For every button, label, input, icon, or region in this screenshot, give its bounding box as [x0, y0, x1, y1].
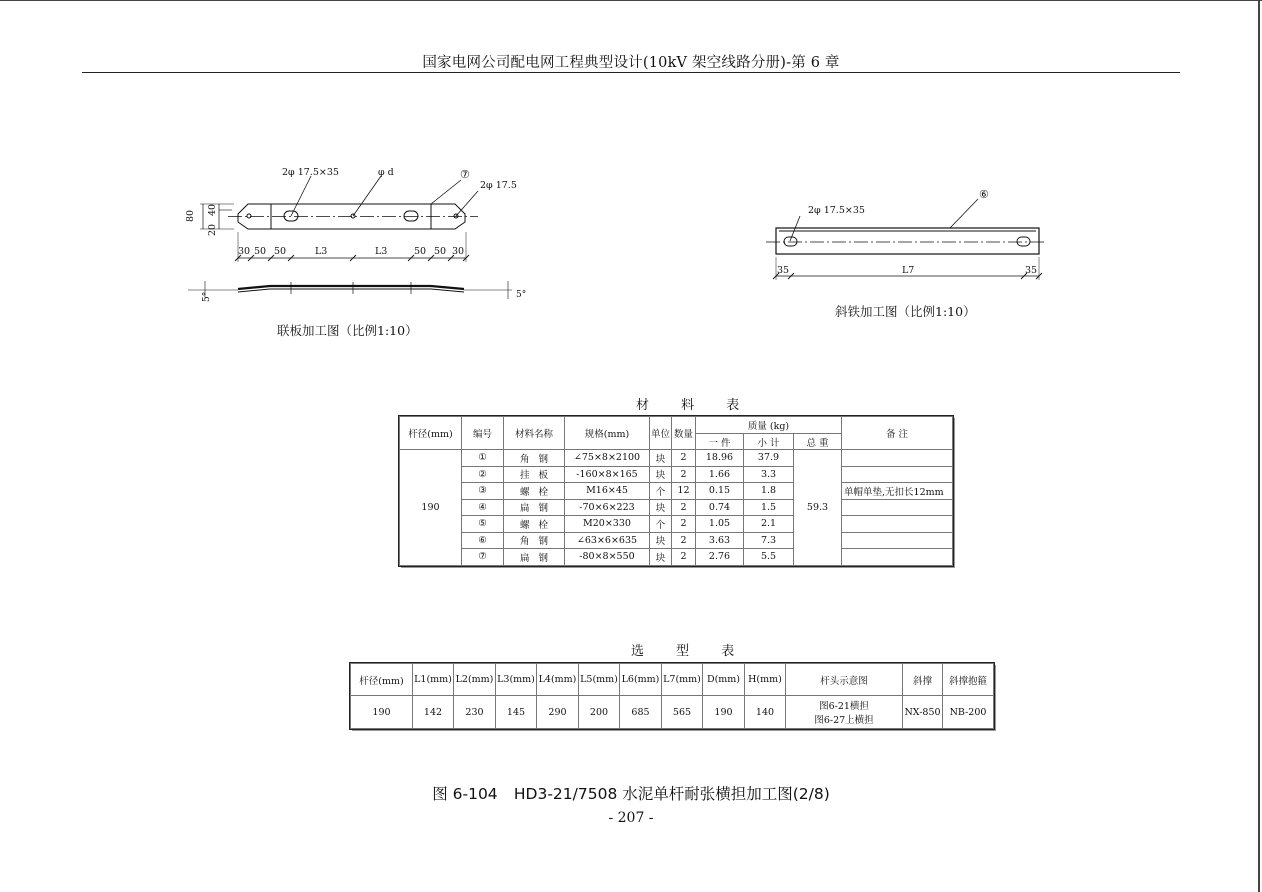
selection-header-cell: L1(mm)	[413, 664, 454, 696]
link-plate-part-mark: ⑦	[460, 168, 470, 181]
selection-header-cell: 斜撑	[903, 664, 943, 696]
material-unit: 块	[650, 450, 672, 467]
material-spec: M20×330	[565, 516, 650, 533]
material-header-mass-each: 一 件	[696, 434, 744, 450]
selection-header-cell: 斜撑抱箍	[943, 664, 994, 696]
material-no: ③	[462, 483, 504, 500]
link-plate-end-hole-label: 2φ 17.5	[480, 180, 517, 191]
table-row	[400, 516, 953, 533]
material-sub: 7.3	[744, 532, 794, 549]
diagonal-iron-dim-3: 35	[1025, 265, 1038, 276]
material-header-spec: 规格(mm)	[565, 417, 650, 450]
link-plate-height-a: 20	[207, 223, 218, 236]
link-plate-caption: 联板加工图（比例1:10）	[277, 323, 418, 338]
link-plate-dim-3: 50	[274, 246, 287, 257]
material-remark	[842, 532, 953, 549]
material-name: 角钢	[504, 532, 565, 549]
table-row	[351, 696, 994, 729]
selection-header-cell: L2(mm)	[454, 664, 496, 696]
material-qty: 2	[672, 516, 696, 533]
selection-header-row	[351, 664, 994, 696]
diagonal-iron-caption: 斜铁加工图（比例1:10）	[835, 304, 976, 319]
selection-value-cell: 290	[537, 696, 579, 729]
material-name: 角钢	[504, 450, 565, 467]
diagonal-iron-labels	[777, 188, 1037, 276]
material-name: 扁钢	[504, 549, 565, 566]
figure-number: 图 6-104	[432, 785, 498, 803]
material-table-title: 材 料 表	[636, 398, 754, 413]
material-qty: 12	[672, 483, 696, 500]
material-name: 螺栓	[504, 483, 565, 500]
selection-header-cell: H(mm)	[745, 664, 786, 696]
figure-title: HD3-21/7508 水泥单杆耐张横担加工图(2/8)	[513, 785, 830, 803]
material-unit: 块	[650, 532, 672, 549]
material-sub: 1.5	[744, 499, 794, 516]
material-table	[399, 416, 953, 566]
material-no: ②	[462, 466, 504, 483]
material-each: 1.66	[696, 466, 744, 483]
link-plate-height-b: 40	[207, 203, 218, 216]
material-each: 0.74	[696, 499, 744, 516]
selection-value-cell: 190	[351, 696, 413, 729]
material-sub: 5.5	[744, 549, 794, 566]
link-plate-dim-6: 50	[414, 246, 427, 257]
material-each: 1.05	[696, 516, 744, 533]
material-each: 0.15	[696, 483, 744, 500]
link-plate-dim-8: 30	[452, 246, 465, 257]
selection-value-cell: 140	[745, 696, 786, 729]
table-row	[400, 483, 953, 500]
selection-brace-cell: NX-850	[903, 696, 943, 729]
material-unit: 个	[650, 516, 672, 533]
material-remark: 单帽单垫,无扣长12mm	[842, 483, 953, 500]
selection-header-cell: 杆径(mm)	[351, 664, 413, 696]
link-plate-hole-label: 2φ 17.5×35	[282, 167, 339, 178]
material-spec: ∠75×8×2100	[565, 450, 650, 467]
material-total-cell: 59.3	[794, 450, 842, 566]
material-header-name: 材料名称	[504, 417, 565, 450]
diagonal-iron-dim-2: L7	[902, 265, 915, 276]
selection-pole-head-line-1: 图6-21横担	[819, 701, 869, 712]
link-plate-dim-4: L3	[315, 246, 328, 257]
material-header-qty: 数量	[672, 417, 696, 450]
material-header-row-1	[400, 417, 953, 434]
page-number: - 207 -	[608, 810, 654, 826]
link-plate-height-total: 80	[185, 209, 196, 222]
material-spec: -160×8×165	[565, 466, 650, 483]
material-remark	[842, 466, 953, 483]
material-diameter-cell: 190	[400, 450, 462, 566]
material-sub: 1.8	[744, 483, 794, 500]
link-plate-side-labels	[202, 290, 526, 302]
material-header-remark: 备 注	[842, 417, 953, 450]
link-plate-plan-labels	[185, 167, 517, 257]
material-header-mass-sub: 小 计	[744, 434, 794, 450]
material-spec: M16×45	[565, 483, 650, 500]
material-header-diameter: 杆径(mm)	[400, 417, 462, 450]
link-plate-d-label: φ d	[378, 167, 394, 178]
material-each: 18.96	[696, 450, 744, 467]
table-row	[400, 466, 953, 483]
selection-brace-hoop-cell: NB-200	[943, 696, 994, 729]
selection-value-cell: 142	[413, 696, 454, 729]
page-header-title: 国家电网公司配电网工程典型设计(10kV 架空线路分册)-第 6 章	[422, 55, 840, 71]
link-plate-dim-2: 50	[254, 246, 267, 257]
diagonal-iron-part-mark: ⑥	[979, 188, 989, 201]
material-remark	[842, 549, 953, 566]
selection-value-cell: 190	[703, 696, 745, 729]
link-plate-dim-5: L3	[375, 246, 388, 257]
selection-value-cell: 685	[620, 696, 662, 729]
material-header-number: 编号	[462, 417, 504, 450]
link-plate-angle-left: 5°	[202, 291, 212, 302]
material-spec: -70×6×223	[565, 499, 650, 516]
processing-drawings	[0, 0, 1262, 400]
selection-value-cell: 200	[579, 696, 620, 729]
material-unit: 块	[650, 549, 672, 566]
material-qty: 2	[672, 450, 696, 467]
material-name: 扁钢	[504, 499, 565, 516]
material-each: 3.63	[696, 532, 744, 549]
table-row	[400, 549, 953, 566]
material-qty: 2	[672, 549, 696, 566]
material-remark	[842, 450, 953, 467]
link-plate-dim-7: 50	[434, 246, 447, 257]
link-plate-side-view	[188, 281, 512, 299]
material-name: 挂板	[504, 466, 565, 483]
material-sub: 3.3	[744, 466, 794, 483]
material-each: 2.76	[696, 549, 744, 566]
material-unit: 个	[650, 483, 672, 500]
material-spec: -80×8×550	[565, 549, 650, 566]
material-unit: 块	[650, 466, 672, 483]
diagonal-iron-hole-label: 2φ 17.5×35	[808, 205, 865, 216]
material-no: ④	[462, 499, 504, 516]
material-no: ①	[462, 450, 504, 467]
material-sub: 2.1	[744, 516, 794, 533]
selection-header-cell: L6(mm)	[620, 664, 662, 696]
material-sub: 37.9	[744, 450, 794, 467]
material-qty: 2	[672, 499, 696, 516]
material-name: 螺栓	[504, 516, 565, 533]
material-qty: 2	[672, 466, 696, 483]
selection-value-cell: 230	[454, 696, 496, 729]
link-plate-dim-1: 30	[238, 246, 251, 257]
selection-table-title: 选 型 表	[631, 644, 749, 659]
selection-pole-head-cell	[786, 696, 903, 729]
material-no: ⑦	[462, 549, 504, 566]
selection-header-cell: L5(mm)	[579, 664, 620, 696]
selection-header-cell: L7(mm)	[662, 664, 703, 696]
material-remark	[842, 516, 953, 533]
selection-header-cell: 杆头示意图	[786, 664, 903, 696]
material-qty: 2	[672, 532, 696, 549]
diagonal-iron-dim-1: 35	[777, 265, 790, 276]
material-remark	[842, 499, 953, 516]
selection-header-cell: D(mm)	[703, 664, 745, 696]
selection-header-cell: L4(mm)	[537, 664, 579, 696]
selection-header-cell: L3(mm)	[496, 664, 537, 696]
table-row	[400, 532, 953, 549]
selection-pole-head-line-2: 图6-27上横担	[814, 715, 874, 726]
material-no: ⑥	[462, 532, 504, 549]
table-row	[400, 499, 953, 516]
selection-value-cell: 145	[496, 696, 537, 729]
selection-table	[350, 663, 994, 729]
material-header-mass: 质量 (kg)	[696, 417, 842, 434]
material-no: ⑤	[462, 516, 504, 533]
figure-caption	[0, 782, 1262, 804]
material-unit: 块	[650, 499, 672, 516]
material-spec: ∠63×6×635	[565, 532, 650, 549]
table-row	[400, 450, 953, 467]
selection-value-cell: 565	[662, 696, 703, 729]
material-header-unit: 单位	[650, 417, 672, 450]
material-header-mass-total: 总 重	[794, 434, 842, 450]
link-plate-angle-right: 5°	[516, 290, 527, 300]
